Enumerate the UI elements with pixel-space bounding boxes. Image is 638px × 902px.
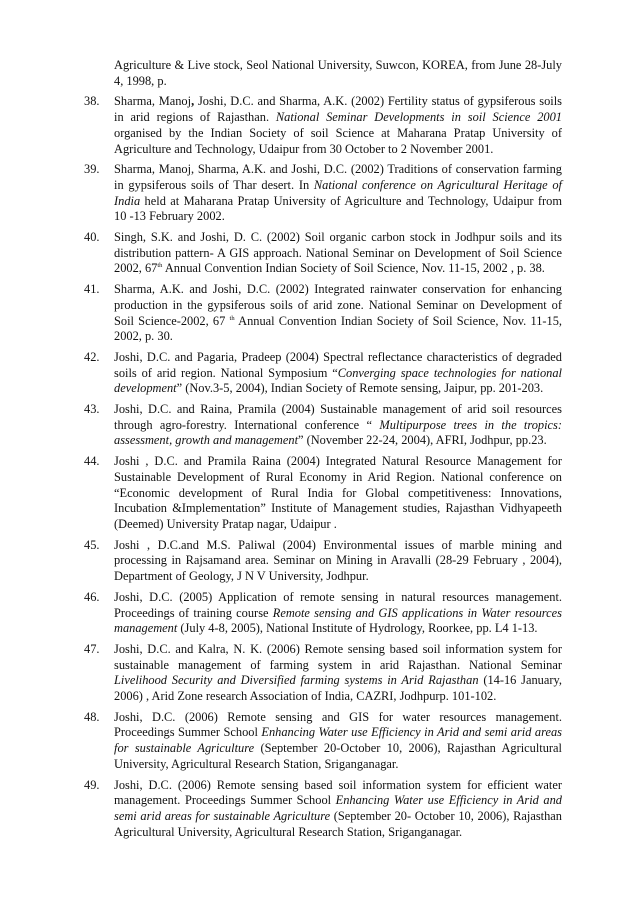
reference-entry <box>84 538 562 585</box>
reference-text: Sharma, Manoj, Sharma, A.K. and Joshi, D.C. (2002) Traditions of conservation farming in gypsiferous soils of Thar desert. In <box>114 162 562 192</box>
reference-number: 48. <box>84 709 100 724</box>
reference-entry <box>84 778 562 841</box>
reference-text: Sharma, Manoj <box>114 94 192 109</box>
reference-text: Annual Convention Indian Society of Soil Science, Nov. 11-15, 2002, p. 30. <box>114 313 563 344</box>
reference-entry <box>84 162 562 225</box>
reference-text: ” (Nov.3-5, 2004), Indian Society of Remote sensing, Jaipur, pp. 201-203. <box>176 381 544 396</box>
reference-text: held at Maharana Pratap University of Agriculture and Technology, Udaipur from 10 -13 February 2002. <box>114 193 562 224</box>
reference-number: 39. <box>84 162 100 177</box>
reference-text: (September 20- October 10, 2006), Rajasthan Agricultural University, Agricultural Research Station, Sriganganagar. <box>114 808 563 839</box>
reference-list <box>84 58 562 845</box>
reference-entry <box>84 58 562 89</box>
reference-entry <box>84 94 562 157</box>
italic-title-text: Enhancing Water use Efficiency in Arid and semi arid areas for sustainable Agriculture <box>114 725 562 756</box>
reference-number: 42. <box>84 349 100 364</box>
reference-text: Joshi, D.C. (2006) Remote sensing based soil information system for efficient water management. Proceedings Summer School <box>114 777 562 808</box>
reference-text: Joshi, D.C. and Pagaria, Pradeep (2004) Spectral reflectance characteristics of degraded soils of arid region. National Symposium “ <box>114 349 562 380</box>
reference-number: 47. <box>84 641 100 656</box>
reference-text: Joshi, D.C. (2005) Application of remote sensing in natural resources management. Proceedings of training course <box>114 589 562 620</box>
reference-entry <box>84 454 562 533</box>
reference-text: organised by the Indian Society of soil Science at Maharana Pratap University of Agriculture and Technology, Udaipur from 30 October to 2 November 2001. <box>114 125 562 156</box>
reference-text: Singh, S.K. and Joshi, D. C. (2002) Soil organic carbon stock in Jodhpur soils and its distribution pattern- A GIS approach. National Seminar on Development of Soil Science 2002, 67 <box>114 230 562 276</box>
reference-text: Agriculture & Live stock, Seol National University, Suwcon, KOREA, from June 28-July 4, 1998, p. <box>114 58 562 88</box>
reference-number: 46. <box>84 589 100 604</box>
reference-number: 44. <box>84 454 100 469</box>
italic-title-text: National conference on Agricultural Heritage of India <box>114 177 562 208</box>
reference-text: Joshi , D.C. and Pramila Raina (2004) Integrated Natural Resource Management for Sustainable Development of Rural Economy in Arid Region. National conference on “Economic development of Rural India for Global competitiveness: Innovations, Incubation &Implementation” Institute of Management studies, Rajasthan Vidhyapeeth (Deemed) University Pratap nagar, Udaipur . <box>114 454 562 531</box>
reference-entry <box>84 402 562 449</box>
italic-title-text: National Seminar Developments in soil Science 2001 <box>275 110 562 125</box>
italic-title-text: Multipurpose trees in the tropics: assessment, growth and management <box>114 417 562 448</box>
reference-text: th <box>229 314 235 322</box>
reference-text: (September 20-October 10, 2006), Rajasthan Agricultural University, Agricultural Research Station, Sriganganagar. <box>114 741 562 771</box>
italic-title-text: Enhancing Water use Efficiency in Arid and semi arid areas for sustainable Agriculture <box>114 793 562 823</box>
italic-title-text: Remote sensing and GIS applications in Water resources management <box>114 605 562 636</box>
reference-text: Joshi, D.C. and Kalra, N. K. (2006) Remote sensing based soil information system for sustainable management of farming system in arid Rajasthan. National Seminar <box>114 641 562 672</box>
reference-entry <box>84 350 562 397</box>
reference-number: 40. <box>84 230 100 245</box>
italic-title-text: Converging space technologies for national development <box>114 365 562 396</box>
reference-number: 49. <box>84 777 100 792</box>
reference-text: th <box>157 262 163 270</box>
reference-text: Joshi, D.C. (2006) Remote sensing and GIS for water resources management. Proceedings Summer School <box>114 709 562 740</box>
reference-number: 38. <box>84 94 100 109</box>
reference-number: 45. <box>84 537 100 552</box>
reference-number: 43. <box>84 402 100 417</box>
reference-entry <box>84 590 562 637</box>
reference-text: Joshi, D.C. and Raina, Pramila (2004) Sustainable management of arid soil resources through agro-forestry. International conference “ <box>114 402 562 432</box>
reference-entry <box>84 230 562 277</box>
reference-entry <box>84 282 562 345</box>
reference-text: (July 4-8, 2005), National Institute of Hydrology, Roorkee, pp. L4 1-13. <box>177 621 538 636</box>
reference-text: ” (November 22-24, 2004), AFRI, Jodhpur, pp.23. <box>298 433 547 448</box>
reference-entry <box>84 642 562 705</box>
reference-text: Sharma, A.K. and Joshi, D.C. (2002) Integrated rainwater conservation for enhancing production in the gypsiferous soils of arid zone. National Seminar on Development of Soil Science-2002, 67 <box>114 282 562 328</box>
reference-number: 41. <box>84 282 100 297</box>
italic-title-text: Livelihood Security and Diversified farming systems in Arid Rajasthan <box>114 673 479 688</box>
reference-text: Joshi, D.C. and Sharma, A.K. (2002) Fertility status of gypsiferous soils in arid regions of Rajasthan. <box>114 94 562 125</box>
reference-text: Annual Convention Indian Society of Soil Science, Nov. 11-15, 2002 , p. 38. <box>162 261 545 276</box>
reference-text: , <box>191 94 195 109</box>
reference-entry <box>84 710 562 773</box>
reference-text: Joshi , D.C.and M.S. Paliwal (2004) Environmental issues of marble mining and processing in Rajsamand area. Seminar on Mining in Aravalli (28-29 February , 2004), Department of Geology, J N V University, Jodhpur. <box>114 537 562 584</box>
reference-text: (14-16 January, 2006) , Arid Zone research Association of India, CAZRI, Jodhpurp. 101-102. <box>114 673 562 704</box>
